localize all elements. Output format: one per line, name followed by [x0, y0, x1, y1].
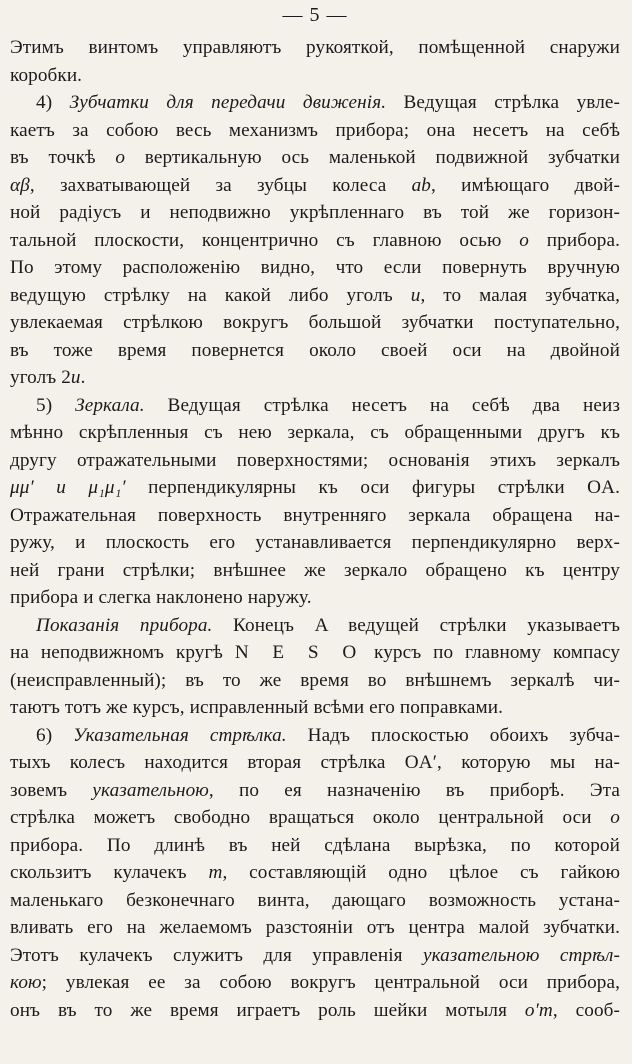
text-line	[10, 199, 620, 227]
italic-fragment: указательною	[92, 779, 209, 801]
text-fragment: , захватывающей за зубцы колеса	[29, 174, 412, 196]
text-line	[10, 557, 620, 585]
text-line	[10, 529, 620, 557]
text-line	[10, 419, 620, 447]
text-line	[10, 282, 620, 310]
text-fragment: въ тоже время повернется около своей оси на двойной	[10, 339, 620, 361]
italic-fragment: кою	[10, 972, 42, 993]
text-fragment: Ведущая стрѣлка несетъ на себѣ два неиз	[144, 394, 620, 416]
text-fragment: N E S O	[234, 642, 363, 663]
text-line	[10, 172, 620, 200]
page-number: — 5 —	[282, 4, 348, 26]
text-fragment: на неподвижномъ кругѣ	[10, 642, 235, 663]
text-fragment: , то малая зубчатка,	[420, 284, 620, 306]
text-line	[10, 832, 620, 860]
text-fragment: ной радіусъ и неподвижно укрѣпленнаго въ той же горизон-	[10, 202, 620, 223]
text-fragment: Отражательная поверхность внутренняго зеркала обращена на-	[10, 504, 620, 526]
text-fragment: перпендикулярны къ оси фигуры стрѣлки OA.	[125, 477, 620, 498]
text-fragment: вливать его на желаемомъ разстояніи отъ центра малой зубчатки.	[10, 917, 620, 938]
italic-fragment: o	[610, 807, 620, 828]
text-fragment: вертикальную ось маленькой подвижной зубчатки	[125, 147, 620, 168]
text-fragment: 6)	[36, 724, 74, 746]
text-fragment: , имѣющаго двой-	[430, 174, 620, 196]
italic-fragment: μμ′ и μ₁μ₁′	[10, 477, 126, 498]
text-fragment: , по ея назначенію въ приборѣ. Эта	[208, 779, 620, 801]
italic-fragment: o	[115, 147, 126, 168]
text-fragment: ней грани стрѣлки; внѣшнее же зеркало обращено къ центру	[10, 559, 620, 581]
text-fragment: таютъ тотъ же курсъ, исправленный всѣми его поправками.	[10, 697, 503, 718]
text-line	[10, 667, 620, 695]
text-fragment: , сооб-	[552, 999, 620, 1021]
text-fragment: Ведущая стрѣлка увле-	[386, 92, 620, 113]
text-line	[10, 447, 620, 475]
text-line	[10, 722, 620, 750]
text-fragment: 5)	[36, 394, 76, 416]
text-fragment: .	[80, 367, 86, 388]
text-line	[10, 337, 620, 365]
text-line	[10, 392, 620, 420]
text-fragment: мѣнно скрѣпленныя съ нею зеркала, съ обращенными другъ къ	[10, 422, 620, 443]
text-fragment: скользитъ кулачекъ	[10, 862, 209, 883]
text-line	[10, 639, 620, 667]
text-line	[10, 969, 620, 997]
text-fragment: , составляющій одно цѣлое съ гайкою	[222, 862, 620, 883]
text-line	[10, 859, 620, 887]
text-line	[10, 887, 620, 915]
italic-fragment: u	[70, 367, 81, 388]
text-line	[10, 34, 620, 62]
text-fragment: ведущую стрѣлку на какой либо уголъ	[10, 284, 411, 306]
text-line	[10, 914, 620, 942]
text-line	[10, 364, 620, 392]
text-fragment: Надъ плоскостью обоихъ зубча-	[286, 724, 620, 746]
text-fragment: Конецъ A ведущей стрѣлки указываетъ	[212, 614, 620, 636]
text-line	[10, 117, 620, 145]
text-line	[10, 474, 620, 502]
text-fragment: Этимъ винтомъ управляютъ рукояткой, помѣщенной снаружи	[10, 37, 620, 58]
text-line	[10, 997, 620, 1025]
italic-fragment: Зеркала.	[75, 394, 145, 416]
italic-fragment: αβ	[10, 174, 30, 196]
text-fragment: 4)	[36, 92, 70, 113]
text-line	[10, 144, 620, 172]
text-fragment: тыхъ колесъ находится вторая стрѣлка OA′, которую мы на-	[10, 752, 620, 773]
italic-fragment: Зубчатки для передачи движенія.	[69, 92, 387, 113]
italic-fragment: o′m	[524, 999, 553, 1021]
text-line	[10, 502, 620, 530]
text-fragment: прибора и слегка наклонено наружу.	[10, 587, 312, 608]
text-fragment: Этотъ кулачекъ служитъ для управленія	[10, 944, 423, 966]
text-fragment: увлекаемая стрѣлкою вокругъ большой зубчатки поступательно,	[10, 312, 620, 333]
italic-fragment: ab	[411, 174, 431, 196]
text-fragment: ружу, и плоскость его устанавливается перпендикулярно верх-	[10, 532, 620, 553]
text-fragment: По этому расположенію видно, что если повернуть вручную	[10, 257, 620, 278]
italic-fragment: m	[208, 862, 223, 883]
italic-fragment: u	[410, 284, 421, 306]
text-line	[10, 62, 620, 90]
text-fragment: другу отражательными поверхностями; основанія этихъ зеркалъ	[10, 449, 620, 471]
italic-fragment: указательною стрѣл-	[422, 944, 620, 966]
text-fragment: ; увлекая ее за собою вокругъ центральной оси прибора,	[41, 972, 620, 993]
italic-fragment: Показанія прибора.	[36, 614, 213, 636]
text-line	[10, 309, 620, 337]
text-line	[10, 777, 620, 805]
text-line	[10, 612, 620, 640]
text-fragment: уголъ 2	[10, 367, 71, 388]
text-fragment: (неисправленный); въ то же время во внѣшнемъ зеркалѣ чи-	[10, 669, 620, 691]
text-fragment: тальной плоскости, концентрично съ главною осью	[10, 229, 520, 251]
text-fragment: онъ въ то же время играетъ роль шейки мотыля	[10, 999, 525, 1021]
text-line	[10, 694, 620, 722]
body-text	[10, 34, 620, 1024]
text-fragment: прибора.	[528, 229, 620, 251]
text-line	[10, 584, 620, 612]
text-line	[10, 227, 620, 255]
text-line	[10, 942, 620, 970]
text-line	[10, 804, 620, 832]
text-fragment: въ точкѣ	[10, 147, 116, 168]
text-fragment: маленькаго безконечнаго винта, дающаго возможность устана-	[10, 889, 620, 911]
text-fragment: каетъ за собою весь механизмъ прибора; она несетъ на себѣ	[10, 119, 620, 141]
italic-fragment: Указательная стрѣлка.	[73, 724, 287, 746]
text-fragment: курсъ по главному компасу	[362, 642, 620, 663]
text-fragment: зовемъ	[10, 779, 93, 801]
text-fragment: стрѣлка можетъ свободно вращаться около центральной оси	[10, 807, 611, 828]
text-line	[10, 749, 620, 777]
text-fragment: прибора. По длинѣ въ ней сдѣлана вырѣзка, по которой	[10, 834, 620, 856]
text-fragment: коробки.	[10, 64, 83, 86]
text-line	[10, 89, 620, 117]
text-line	[10, 254, 620, 282]
italic-fragment: o	[519, 229, 529, 251]
